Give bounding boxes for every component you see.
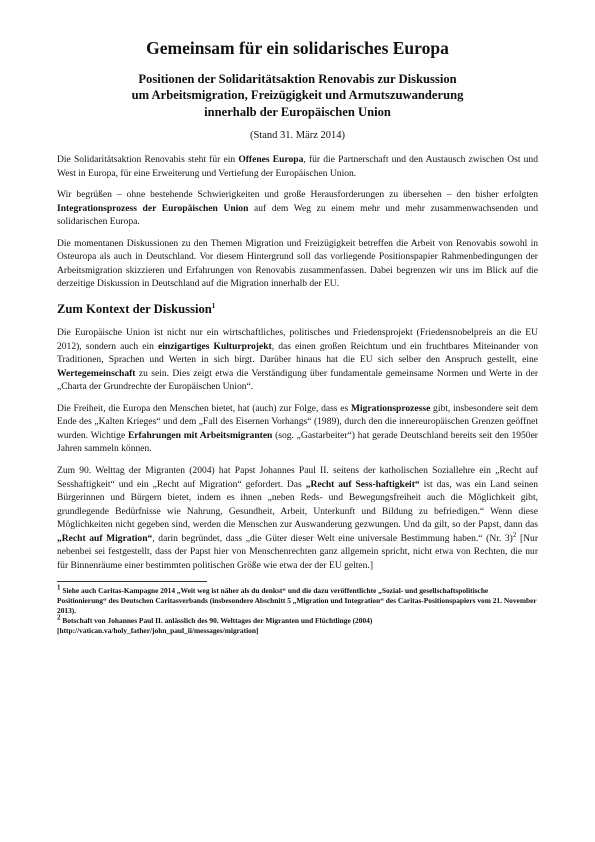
footnote-number: 1 <box>57 583 61 592</box>
text-run: Die Solidaritätsaktion Renovabis steht für ein <box>57 154 239 166</box>
text-run: (sog. „Gastarbeiter“) hat gerade Deutschland bereits seit den 1950er Jahren sammeln können. <box>57 429 538 455</box>
subtitle-line-1: Positionen der Solidaritätsaktion Renovabis zur Diskussion <box>138 72 457 86</box>
footnote-divider <box>57 581 207 582</box>
section-paragraph-1 <box>57 326 538 394</box>
text-run: Wir begrüßen – ohne bestehende Schwierigkeiten und große Herausforderungen zu übersehen – den bisher erfolgten <box>57 189 538 201</box>
text-run: Die Europäische Union ist nicht nur ein wirtschaftliches, politisches und Friedensprojekt (Friedensnobelpreis an die EU 2012), sondern auch ein <box>57 327 538 352</box>
emphasis-recht-auf-sesshaftigkeit: „Recht auf Sess-haftigkeit“ <box>305 478 420 490</box>
intro-paragraph-2 <box>57 188 538 229</box>
page-content <box>57 38 538 637</box>
text-run: [Nur nebenbei sei festgestellt, dass der Papst hier von Menschenrechten ganz allgemein spricht, nicht etwa von Rechten, die nur für Binnenräume einer bestimmten politischen Größe wie etwa der der EU gelten.] <box>57 532 538 571</box>
document-subtitle <box>57 71 538 120</box>
subtitle-line-2: um Arbeitsmigration, Freizügigkeit und Armutszuwanderung <box>131 88 464 103</box>
section-paragraph-2 <box>57 402 538 456</box>
footnote-2 <box>57 613 538 635</box>
text-run: , darin begründet, dass „die Güter dieser Welt eine universale Bestimmung haben.“ (Nr. 3) <box>152 532 513 544</box>
intro-paragraph-3: Die momentanen Diskussionen zu den Themen Migration und Freizügigkeit betreffen die Arbeit von Renovabis sowohl in Osteuropa als auch in Deutschland. Vor diesem Hintergrund soll das vorliegende Positionspapier Rahmenbedingungen der Arbeitsmigration skizzieren und Erfahrungen von Renovabis zusammenfassen. Dabei begrenzen wir uns im Blick auf die derzeitige Diskussion in Deutschland auf die Migration innerhalb der EU. <box>57 237 538 290</box>
text-run: Zum 90. Welttag der Migranten (2004) hat Papst Johannes Paul II. seitens der katholischen Soziallehre ein „Recht auf Sesshaftigkeit“ und ein „Recht auf Migration“ gefordert. Das <box>57 465 538 490</box>
text-run: Die Freiheit, die Europa den Menschen bietet, hat (auch) zur Folge, dass es <box>57 402 351 414</box>
section-paragraph-3 <box>57 464 538 572</box>
footnote-number: 2 <box>57 613 61 622</box>
emphasis-kulturprojekt: einzigartiges Kulturprojekt <box>158 340 272 352</box>
emphasis-integrationsprozess: Integrationsprozess der Europäischen Union <box>57 202 249 214</box>
text-run: ist das, was ein Land seinen Bürgerinnen und Bürgern bietet, indem es ihnen „neben Reds- und Bewegungsfreiheit auch die Möglichkeit gibt, grundlegende Bedürfnisse wie Nahrung, Gesundheit, Arbeit, Unterkunft und Bildung zu befriedigen.“ Wenn diese Möglichkeiten nicht gegeben sind, werden die Menschen zur Auswanderung gezwungen. Und da gilt, so der Papst, dann das <box>57 478 539 531</box>
emphasis-recht-auf-migration: „Recht auf Migration“ <box>57 532 153 544</box>
footnote-text: Botschaft von Johannes Paul II. anlässlich des 90. Welttages der Migranten und Flüchtlinge (2004) [http://vatican.va/holy_father/john_paul_ii/messages/migration] <box>57 616 373 635</box>
footnote-ref-1[interactable]: 1 <box>211 301 216 310</box>
document-title: Gemeinsam für ein solidarisches Europa <box>146 38 449 58</box>
emphasis-migrationsprozesse: Migrationsprozesse <box>350 402 431 414</box>
intro-paragraph-1 <box>57 153 538 180</box>
footnote-ref-2[interactable]: 2 <box>512 530 517 539</box>
footnote-1 <box>57 583 538 615</box>
text-run: zu sein. Dies zeigt etwa die Verständigung über fundamentale gemeinsame Normen und Werte in der „Charta der Grundrechte der Europäischen Union“. <box>57 367 538 393</box>
subtitle-line-3: innerhalb der Europäischen Union <box>204 104 391 119</box>
text-run: auf dem Weg zu einem mehr und mehr zusammenwachsenden und solidarischen Europa. <box>57 202 538 228</box>
emphasis-wertegemeinschaft: Wertegemeinschaft <box>57 367 136 379</box>
emphasis-offenes-europa: Offenes Europa <box>238 154 304 166</box>
section-heading <box>57 302 538 317</box>
document-date: (Stand 31. März 2014) <box>249 130 346 142</box>
text-run: gibt, insbesondere seit dem Ende des „Kalten Krieges“ und dem „Fall des Eisernen Vorhangs“ (1989), durch den die innereuropäischen Grenzen geöffnet wurden. Wichtige <box>57 402 538 441</box>
section-heading-text: Zum Kontext der Diskussion <box>57 302 212 316</box>
emphasis-arbeitsmigranten: Erfahrungen mit Arbeitsmigranten <box>127 429 273 441</box>
text-run: , für die Partnerschaft und den Austausch zwischen Ost und West in Europa, für eine Erweiterung und Vertiefung der Europäischen Union. <box>57 154 538 179</box>
footnote-text: Siehe auch Caritas-Kampagne 2014 „Weit weg ist näher als du denkst“ und die dazu veröffentlichte „Sozial- und gesellschaftspolitische Positionierung“ des Deutschen Caritasverbands (insbesondere Abschnitt 5 „Migration und Integration“ des Caritas-Positionspapiers vom 21. November 2013). <box>57 586 537 615</box>
text-run: , das einen großen Reichtum und ein fruchtbares Miteinander von Traditionen, Sprachen und Werten in sich birgt. Darüber hinaus hat die EU sich selber den Anspruch gestellt, eine <box>57 340 538 366</box>
